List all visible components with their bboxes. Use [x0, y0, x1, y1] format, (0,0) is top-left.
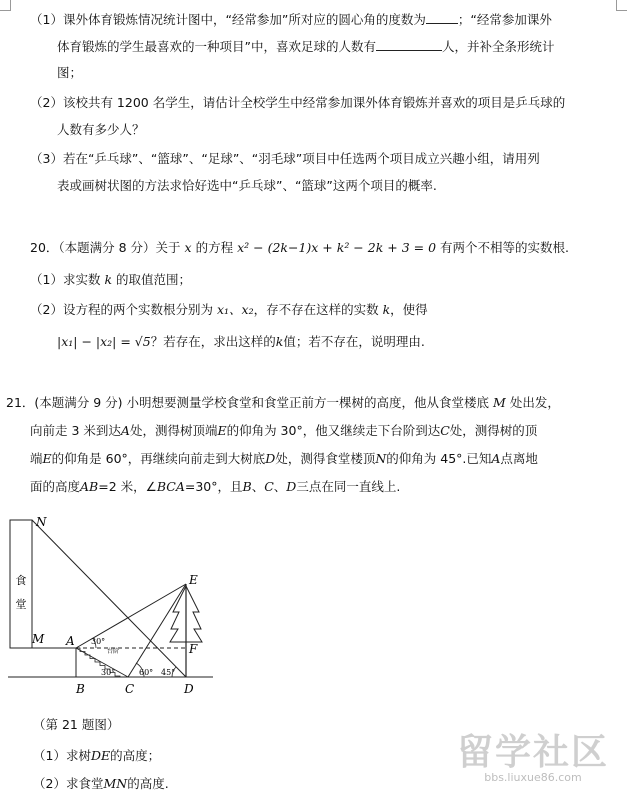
q21-part1: （1）求树DE的高度； — [33, 748, 161, 763]
watermark-url: bbs.liuxue86.com — [484, 771, 582, 784]
page-corner-mark-right — [616, 0, 627, 11]
angle-label-30-top: 30° — [91, 637, 106, 646]
q19-part1-line1: （1）课外体育锻炼情况统计图中，“经常参加”所对应的圆心角的度数为 ；“经常参加课外 — [30, 12, 552, 27]
building-label-char2: 堂 — [15, 598, 27, 611]
q19-part1-line3: 图； — [57, 65, 83, 80]
q19-part3-line2: 表或画树状图的方法求恰好选中“乒乓球”、“篮球”这两个项目的概率. — [57, 178, 437, 193]
angle-label-60: 60° — [139, 668, 154, 677]
angle-label-30-bottom: 30° — [101, 668, 116, 677]
q19-part2-line1: （2）该校共有 1200 名学生，请估计全校学生中经常参加课外体育锻炼并喜欢的项目是乒乓球的 — [30, 95, 566, 110]
point-B: B — [76, 682, 85, 696]
stairs-label: 台阶 — [107, 648, 120, 655]
building-label-char1: 食 — [15, 574, 27, 587]
q20-part2-condition: |x₁| − |x₂| = √5？若存在，求出这样的k值；若不存在，说明理由. — [57, 334, 425, 349]
point-F: F — [189, 642, 198, 656]
point-D: D — [184, 682, 194, 696]
answer-blank-angle[interactable] — [426, 11, 458, 24]
q20-equation: x² − (2k−1)x + k² − 2k + 3 = 0 — [237, 240, 437, 255]
point-M: M — [32, 632, 45, 646]
watermark-logo-text: 留学社区 — [456, 732, 609, 773]
point-E: E — [189, 573, 198, 587]
figure-caption: （第 21 题图） — [33, 717, 120, 732]
q21-figure — [8, 512, 238, 702]
point-A: A — [66, 634, 75, 648]
q21-stem-line3: 端E的仰角是 60°，再继续向前走到大树底D处，测得食堂楼顶N的仰角为 45°.已知A点离地 — [30, 451, 538, 466]
page-corner-mark-left — [0, 0, 11, 11]
q21-part2: （2）求食堂MN的高度. — [33, 776, 169, 791]
q20-stem: 20．（本题满分 8 分）关于 x 的方程 x² − (2k−1)x + k² − 2k + 3 = 0 有两个不相等的实数根. — [30, 240, 570, 255]
site-watermark — [457, 734, 609, 784]
q19-part3-line1: （3）若在“乒乓球”、“篮球”、“足球”、“羽毛球”项目中任选两个项目成立兴趣小组，请用列 — [30, 151, 540, 166]
angle-label-45: 45° — [161, 668, 176, 677]
q19-part2-line2: 人数有多少人？ — [57, 122, 145, 137]
answer-blank-football[interactable] — [376, 38, 442, 51]
q21-stem-line2: 向前走 3 米到达A处，测得树顶端E的仰角为 30°，他又继续走下台阶到达C处，测得树的顶 — [30, 423, 538, 438]
q21-stem-line1: 21．(本题满分 9 分) 小明想要测量学校食堂和食堂正前方一棵树的高度，他从食堂楼底 M 处出发， — [6, 395, 560, 410]
q20-part2: （2）设方程的两个实数根分别为 x₁、x₂，存不存在这样的实数 k，使得 — [30, 302, 428, 317]
point-N: N — [36, 515, 47, 529]
q19-part1-line2: 体育锻炼的学生最喜欢的一种项目”中，喜欢足球的人数有 人，并补全条形统计 — [57, 39, 555, 54]
point-C: C — [125, 682, 135, 696]
q20-part1: （1）求实数 k 的取值范围； — [30, 272, 192, 287]
q21-stem-line4: 面的高度AB=2 米，∠BCA=30°，且B、C、D三点在同一直线上. — [30, 479, 401, 494]
q20-abs-expression: |x₁| − |x₂| = √5 — [57, 334, 151, 349]
